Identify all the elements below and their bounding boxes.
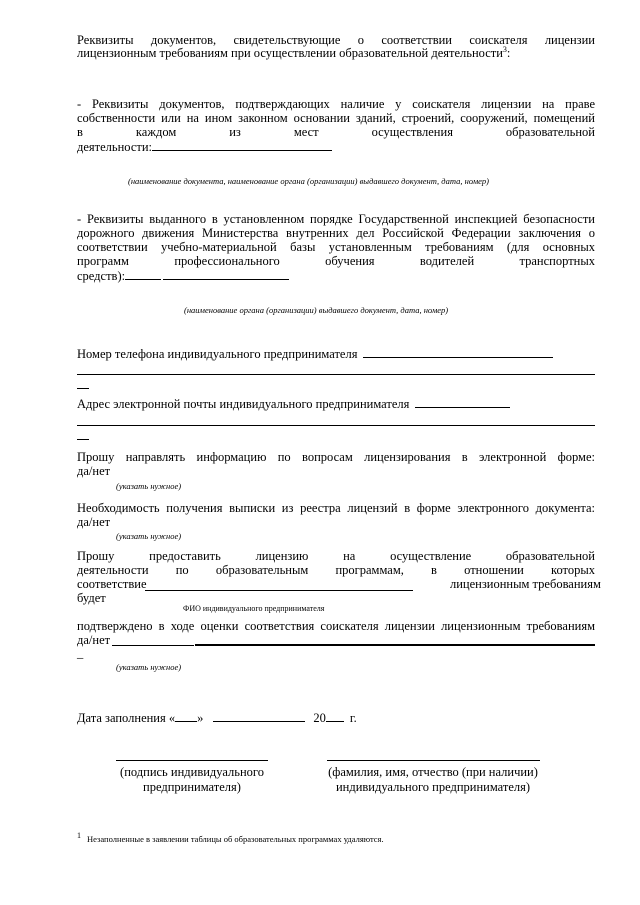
fullname-caption-line-2: индивидуального предпринимателя) bbox=[335, 780, 531, 794]
license-caption: (указать нужное) bbox=[116, 662, 182, 672]
license-line-1: Прошу предоставить лицензию на осуществление образовательной bbox=[77, 549, 595, 563]
license-line-6: да/нет bbox=[77, 633, 111, 647]
phone-line-2[interactable] bbox=[77, 374, 595, 375]
email-line-3 bbox=[77, 439, 89, 440]
ownership-line-4-text: деятельности: bbox=[77, 140, 153, 154]
gibdd-line-5-text: средств): bbox=[77, 269, 126, 283]
gibdd-line-4: программ профессионального обучения водителей транспортных bbox=[77, 254, 595, 268]
footnote-text: Незаполненные в заявлении таблицы об образовательных программах удаляются. bbox=[87, 834, 384, 844]
ownership-line-1: - Реквизиты документов, подтверждающих наличие у соискателя лицензии на праве bbox=[77, 97, 595, 111]
electronic-info-line-2: да/нет bbox=[77, 464, 111, 478]
ownership-line-4 bbox=[77, 139, 332, 154]
signature-caption-line-2: предпринимателя) bbox=[143, 780, 241, 794]
requisites-line-2-colon: : bbox=[506, 46, 511, 60]
license-line-3-right: лицензионным требованиям bbox=[450, 577, 601, 591]
ownership-blank[interactable] bbox=[152, 139, 332, 151]
requisites-line-1: Реквизиты документов, свидетельствующие о соответствии соискателя лицензии bbox=[77, 33, 595, 47]
signature-caption bbox=[102, 765, 282, 795]
email-line-2[interactable] bbox=[77, 425, 595, 426]
email-label: Адрес электронной почты индивидуального предпринимателя bbox=[77, 397, 410, 411]
gibdd-caption: (наименование органа (организации) выдавшего документ, дата, номер) bbox=[184, 305, 449, 315]
phone-line-3 bbox=[77, 388, 89, 389]
fullname-caption bbox=[310, 765, 556, 795]
signature-line[interactable] bbox=[116, 760, 268, 761]
license-name-blank[interactable] bbox=[145, 590, 413, 591]
license-line-3-left: соответствие bbox=[77, 577, 147, 591]
gibdd-blank-2[interactable] bbox=[163, 268, 289, 280]
phone-blank[interactable] bbox=[363, 346, 553, 358]
date-quote-close: » bbox=[197, 711, 204, 725]
date-row bbox=[77, 710, 357, 725]
requisites-line-2 bbox=[77, 46, 510, 60]
gibdd-line-3: соответствии учебно-материальной базы установленным требованиям (для основных bbox=[77, 240, 595, 254]
date-year-blank[interactable] bbox=[326, 710, 344, 722]
license-line-7: _ bbox=[77, 646, 84, 660]
email-row bbox=[77, 396, 510, 411]
date-label: Дата заполнения « bbox=[77, 711, 176, 725]
ownership-line-2: собственности или на ином законном основании зданий, строений, сооружений, помещений bbox=[77, 111, 595, 125]
requisites-line-2-text: лицензионным требованиям при осуществлении образовательной деятельности bbox=[77, 46, 503, 60]
email-blank[interactable] bbox=[415, 396, 510, 408]
footnote-ref: 3 bbox=[502, 44, 507, 54]
fullname-caption-line-1: (фамилия, имя, отчество (при наличии) bbox=[328, 765, 538, 779]
registry-line-2: да/нет bbox=[77, 515, 111, 529]
signature-caption-line-1: (подпись индивидуального bbox=[120, 765, 264, 779]
date-year-prefix: 20 bbox=[313, 711, 326, 725]
fullname-line[interactable] bbox=[327, 760, 540, 761]
gibdd-blank-1[interactable] bbox=[125, 268, 161, 280]
date-day-blank[interactable] bbox=[175, 710, 197, 722]
gibdd-line-2: дорожного движения Министерства внутренних дел Российской Федерации заключения о bbox=[77, 226, 595, 240]
electronic-info-caption: (указать нужное) bbox=[116, 481, 182, 491]
ownership-caption: (наименование документа, наименование органа (организации) выдавшего документ, дата, номер) bbox=[128, 176, 490, 186]
license-line-2: деятельности по образовательным программам, в отношении которых bbox=[77, 563, 595, 577]
registry-caption: (указать нужное) bbox=[116, 531, 182, 541]
electronic-info-line-1: Прошу направлять информацию по вопросам лицензирования в электронной форме: bbox=[77, 450, 595, 464]
fio-caption: ФИО индивидуального предпринимателя bbox=[183, 604, 325, 613]
date-month-blank[interactable] bbox=[213, 710, 305, 722]
phone-label: Номер телефона индивидуального предпринимателя bbox=[77, 347, 358, 361]
license-yesno-blank[interactable] bbox=[112, 645, 194, 646]
gibdd-line-1: - Реквизиты выданного в установленном порядке Государственной инспекцией безопасности bbox=[77, 212, 595, 226]
registry-line-1: Необходимость получения выписки из реестра лицензий в форме электронного документа: bbox=[77, 501, 595, 515]
footnote bbox=[77, 831, 384, 844]
license-line-5: подтверждено в ходе оценки соответствия соискателя лицензии лицензионным требованиям bbox=[77, 619, 595, 633]
phone-row bbox=[77, 346, 553, 361]
date-suffix: г. bbox=[349, 711, 357, 725]
license-line-4: будет bbox=[77, 591, 106, 605]
gibdd-line-5 bbox=[77, 268, 289, 283]
footnote-marker: 1 bbox=[77, 831, 81, 841]
license-yesno-line bbox=[195, 644, 595, 646]
ownership-line-3: в каждом из мест осуществления образовательной bbox=[77, 125, 595, 139]
